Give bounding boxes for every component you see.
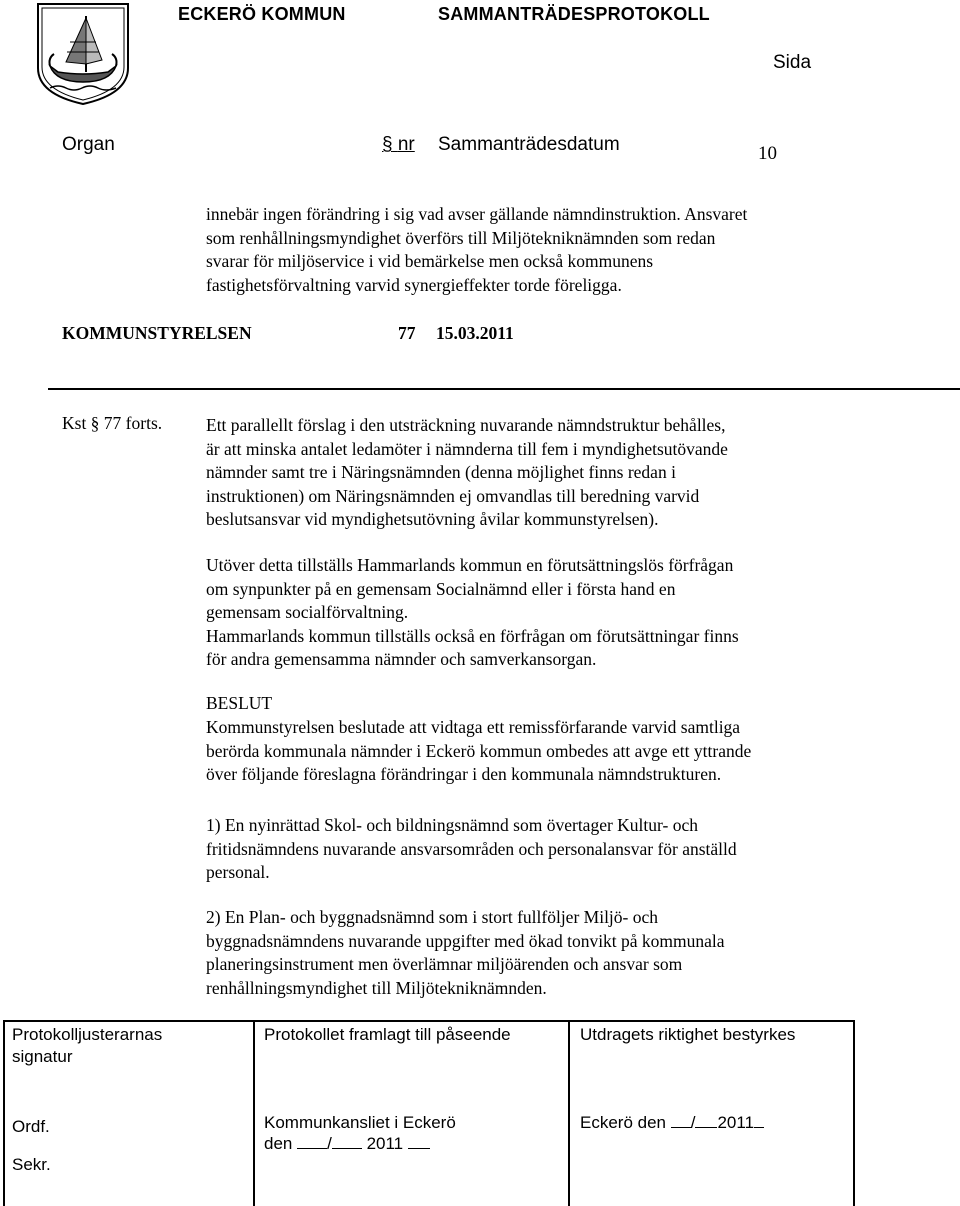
section-label: Kst § 77 forts.	[62, 413, 163, 433]
place-date-label: Eckerö den	[580, 1113, 666, 1132]
intro-paragraph	[206, 203, 846, 297]
year-text: 2011	[366, 1134, 404, 1153]
text-line: nämnder samt tre i Näringsnämnden (denna möjlighet finns redan i	[206, 462, 676, 483]
text-line: beslutsansvar vid myndighetsutövning åvilar kommunstyrelsen).	[206, 509, 659, 530]
date-slash: /	[690, 1113, 696, 1132]
text-line: fritidsnämndens nuvarande ansvarsområden och personalansvar för anställd	[206, 838, 737, 859]
month-blank	[695, 1112, 717, 1128]
display-date-line	[264, 1133, 430, 1155]
body-paragraph-1	[206, 414, 856, 532]
body-paragraph-3	[206, 716, 856, 787]
page-label: Sida	[773, 52, 812, 73]
text-line: personal.	[206, 862, 270, 883]
ship-crest-icon	[36, 2, 130, 106]
table-top-border	[3, 1020, 855, 1022]
proposal-2	[206, 906, 856, 1000]
year-trailing-blank	[754, 1112, 764, 1128]
municipality-name: ECKERÖ KOMMUN	[178, 4, 346, 24]
title-line-2: signatur	[12, 1047, 73, 1066]
text-line: som renhållningsmyndighet överförs till Miljötekniknämnden som redan	[206, 227, 716, 248]
column-nr-label	[382, 134, 415, 156]
text-line: gemensam socialförvaltning.	[206, 602, 409, 623]
day-blank	[297, 1133, 327, 1149]
den-label: den	[264, 1134, 293, 1153]
month-blank	[332, 1133, 362, 1149]
certified-date-line	[580, 1112, 764, 1134]
day-blank	[671, 1112, 691, 1128]
nr-text: nr	[397, 134, 415, 155]
text-line: är att minska antalet ledamöter i nämnderna till fem i myndighetsutövande	[206, 438, 728, 459]
meeting-date: 15.03.2011	[436, 323, 514, 343]
column-organ-label: Organ	[62, 134, 115, 155]
text-line: planeringsinstrument men överlämnar miljöärenden och ansvar som	[206, 954, 683, 975]
certified-title: Utdragets riktighet bestyrkes	[580, 1025, 796, 1044]
year-text: 2011	[717, 1113, 755, 1132]
table-left-border	[3, 1020, 5, 1206]
text-line: Utöver detta tillställs Hammarlands kommun en förutsättningslös förfrågan	[206, 555, 734, 575]
meeting-nr: 77	[398, 323, 416, 343]
column-date-label: Sammanträdesdatum	[438, 134, 620, 155]
text-line: Hammarlands kommun tillställs också en förfrågan om förutsättningar finns	[206, 625, 739, 646]
text-line: om synpunkter på en gemensam Socialnämnd eller i första hand en	[206, 578, 676, 599]
text-line: över följande föreslagna förändringar i den kommunala nämndstrukturen.	[206, 764, 722, 785]
text-line: Kommunstyrelsen beslutade att vidtaga ett remissförfarande varvid samtliga	[206, 717, 741, 737]
decision-heading: BESLUT	[206, 693, 273, 713]
text-line: Ett parallellt förslag i den utsträckning nuvarande nämndstruktur behålles,	[206, 415, 726, 435]
chairman-label: Ordf.	[12, 1117, 50, 1136]
table-right-border	[853, 1020, 855, 1206]
section-sign: §	[382, 134, 393, 155]
header-divider	[48, 388, 960, 390]
text-line: innebär ingen förändring i sig vad avser gällande nämndinstruktion. Ansvaret	[206, 204, 748, 224]
text-line: 2) En Plan- och byggnadsnämnd som i stort fullföljer Miljö- och	[206, 907, 659, 927]
body-paragraph-2	[206, 554, 856, 672]
text-line: fastighetsförvaltning varvid synergieffekter torde föreligga.	[206, 274, 622, 295]
municipal-coat-of-arms	[36, 2, 130, 106]
table-divider-2	[568, 1020, 570, 1206]
text-line: berörda kommunala nämnder i Eckerö kommun ombedes att avge ett yttrande	[206, 740, 752, 761]
text-line: svarar för miljöservice i vid bemärkelse men också kommunens	[206, 251, 654, 272]
text-line: renhållningsmyndighet till Miljötekniknämnden.	[206, 977, 547, 998]
display-place: Kommunkansliet i Eckerö	[264, 1113, 456, 1132]
table-divider-1	[253, 1020, 255, 1206]
title-line-1: Protokolljusterarnas	[12, 1025, 163, 1044]
meeting-organ: KOMMUNSTYRELSEN	[62, 323, 252, 343]
display-title: Protokollet framlagt till påseende	[264, 1025, 511, 1044]
document-type: SAMMANTRÄDESPROTOKOLL	[438, 4, 710, 24]
year-trailing-blank	[408, 1133, 430, 1149]
text-line: byggnadsnämndens nuvarande uppgifter med ökad tonvikt på kommunala	[206, 930, 725, 951]
text-line: 1) En nyinrättad Skol- och bildningsnämnd som övertager Kultur- och	[206, 815, 698, 835]
text-line: för andra gemensamma nämnder och samverkansorgan.	[206, 649, 597, 670]
proposal-1	[206, 814, 856, 885]
secretary-label: Sekr.	[12, 1155, 51, 1174]
text-line: instruktionen) om Näringsnämnden ej omvandlas till beredning varvid	[206, 485, 700, 506]
date-slash: /	[327, 1134, 332, 1153]
adjusters-signature-title	[12, 1024, 162, 1068]
page-number: 10	[758, 143, 777, 164]
